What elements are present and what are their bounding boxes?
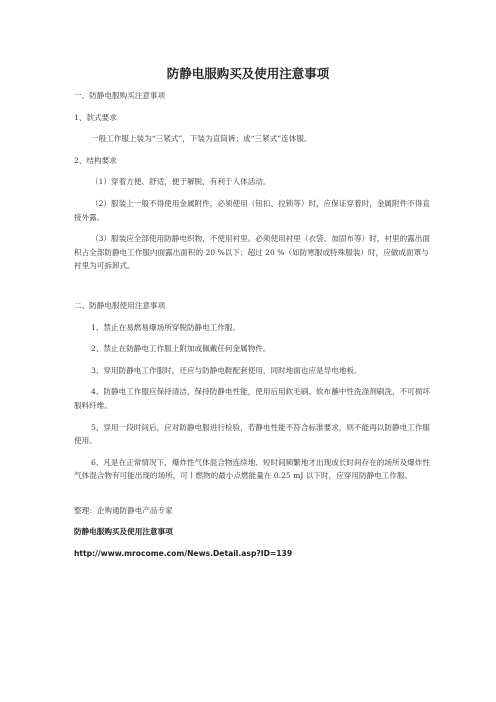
source-url[interactable]: http://www.mrocome.com/News.Detail.asp?ID=139: [74, 549, 293, 559]
section2-item: 4、防静电工作服应保持清洁，保持防静电性能，使用后用软毛刷、软布蘸中性洗涤剂刷洗，不可损坏服料纤维。: [74, 387, 430, 410]
section2-heading: 二、防静电服使用注意事项: [74, 300, 166, 310]
section1-sub2-heading: 2、结构要求: [74, 155, 117, 165]
section1-sub1-heading: 1、款式要求: [74, 112, 117, 122]
section1-item: （1）穿着方便、舒适，便于解脱，有利于人体活动。: [91, 177, 271, 187]
document-title: 防静电服购买及使用注意事项: [166, 66, 330, 81]
section1-sub1-text: 一般工作服上装为“三紧式”，下装为直筒裤；或“三紧式”连体服。: [91, 134, 312, 144]
section2-item: 5、穿用一段时间后，应对防静电服进行检验，若静电性能不符合标准要求，则不能再以防静电工作服使用。: [74, 422, 430, 446]
section2-item: 1、禁止在易燃易爆场所穿脱防静电工作服。: [91, 322, 241, 332]
section2-item: 2、禁止在防静电工作服上附加或佩戴任何金属物件。: [91, 344, 271, 354]
section1-item: （2）服装上一般不得使用金属附件，必须使用（钮扣、拉锁等）时，应保证穿着时，金属附件不得直接外露。: [74, 198, 430, 222]
link-title[interactable]: 防静电服购买及使用注意事项: [74, 527, 173, 537]
section1-heading: 一、防静电服购买注意事项: [74, 91, 166, 100]
compiled-by: 整理：企购通防静电产品专家: [74, 505, 173, 515]
section2-item: 3、穿用防静电工作服时，还应与防静电鞋配套使用，同时地面也应是导电地板。: [91, 365, 362, 375]
section1-item: （3）服装应全部使用防静电织物，不使用衬里。必须使用衬里（衣袋、加固布等）时，衬里的露出面积占全部防静电工作服内面露出面积的 20 %以下；超过 20 %（如防寒服或特殊服装）时，应做成面罩与衬里为可拆卸式。: [74, 234, 430, 271]
section2-item: 6、凡是在正常情况下，爆炸性气体混合物连续地、短时间频繁地才出现或长时间存在的场所及爆炸性气体混合物有可能出现的场所，可丨燃物的最小点燃能量在 0.25 mJ 以下时，应穿用防静电工作服。: [74, 457, 430, 481]
document-body: [74, 89, 434, 561]
